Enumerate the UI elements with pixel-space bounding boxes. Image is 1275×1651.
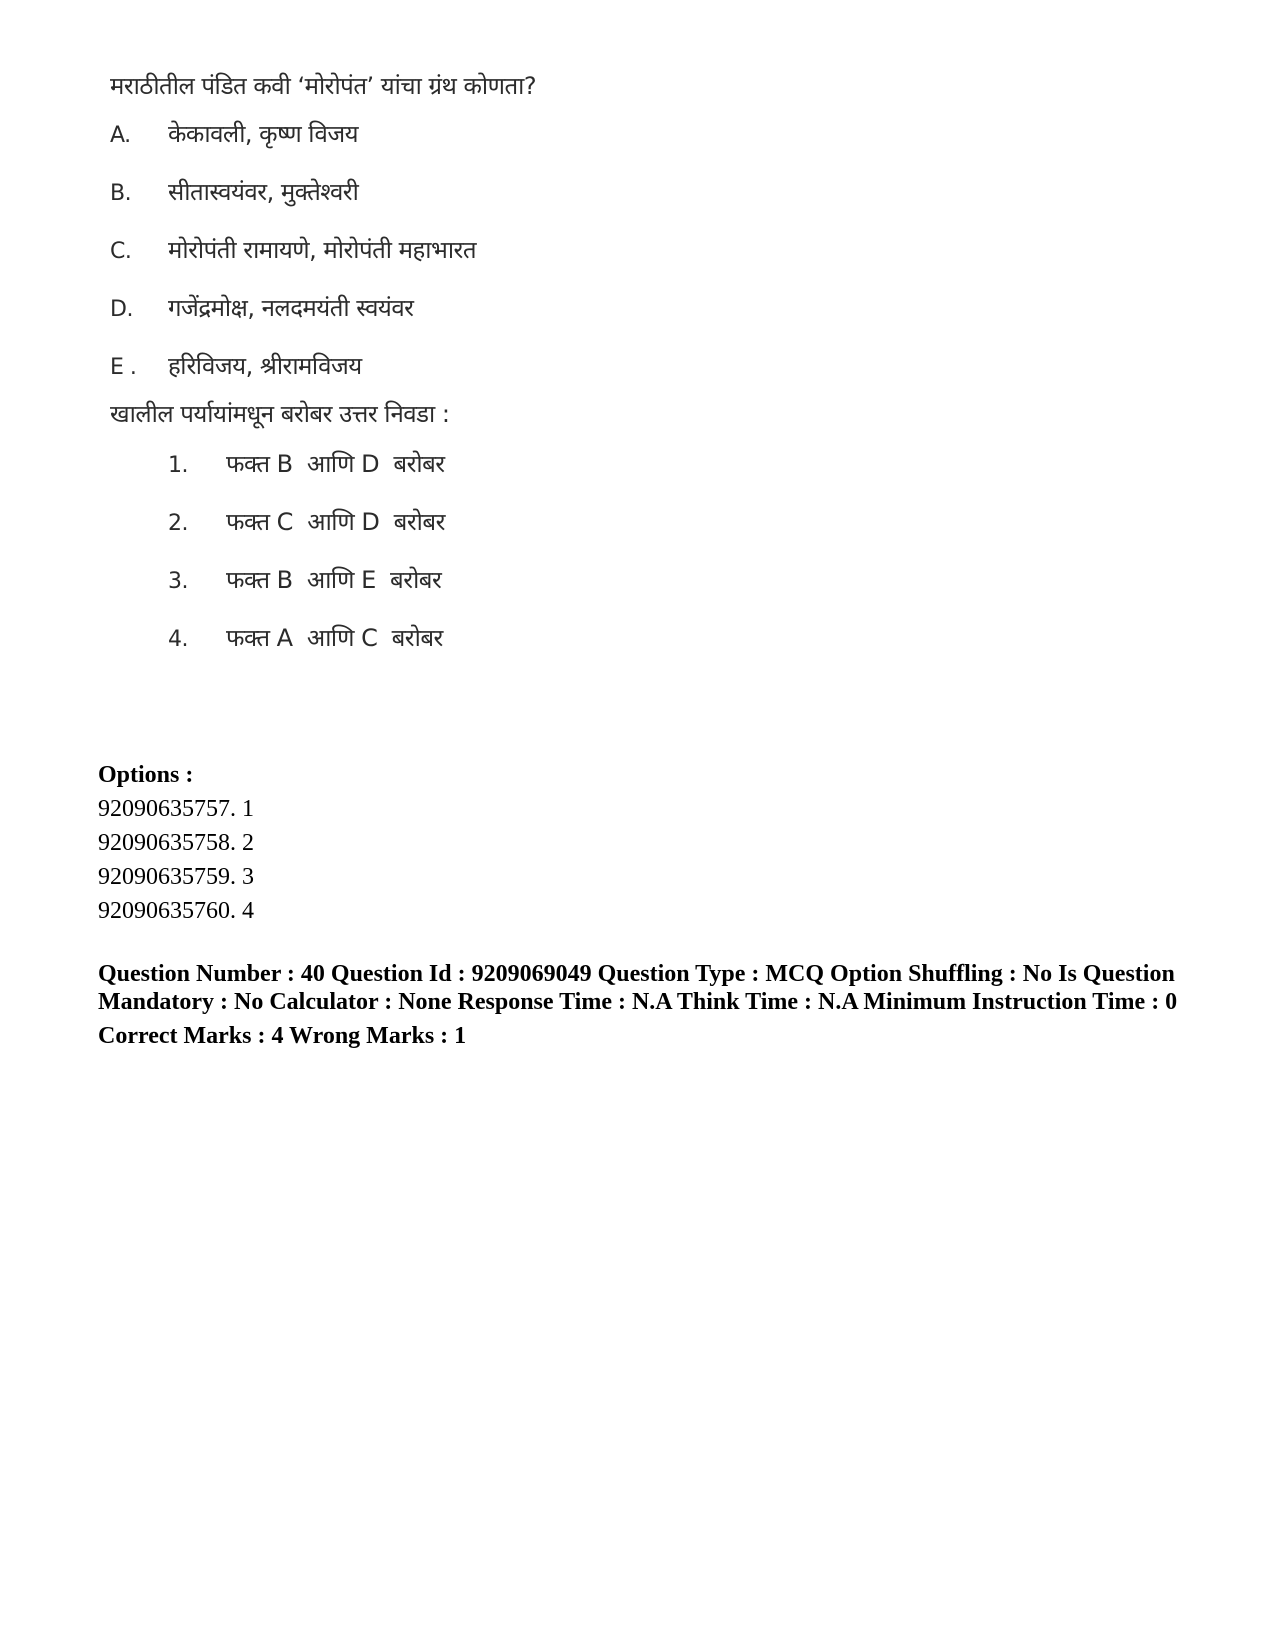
statement-item xyxy=(110,349,670,382)
choice-number: 1. xyxy=(168,452,188,478)
statement-label: D. xyxy=(110,296,133,322)
choice-text: फक्त B आणि D बरोबर xyxy=(226,449,445,478)
statement-label: A. xyxy=(110,122,131,148)
statement-item xyxy=(110,233,670,266)
choice-number: 3. xyxy=(168,568,188,594)
options-heading: Options : xyxy=(98,762,194,788)
statement-label: C. xyxy=(110,238,132,264)
statement-label: E . xyxy=(110,354,137,380)
statement-list xyxy=(110,117,670,382)
question-info xyxy=(98,960,1178,1050)
question-image xyxy=(110,72,670,654)
statement-item xyxy=(110,175,670,208)
statement-text: गजेंद्रमोक्ष, नलदमयंती स्वयंवर xyxy=(168,293,414,322)
statement-text: मोरोपंती रामायणे, मोरोपंती महाभारत xyxy=(168,235,477,264)
statement-item xyxy=(110,117,670,150)
statement-item xyxy=(110,291,670,324)
choice-item xyxy=(168,447,670,480)
choice-text: फक्त C आणि D बरोबर xyxy=(226,507,445,536)
option-line: 92090635759. 3 xyxy=(98,864,254,890)
choice-item xyxy=(168,563,670,596)
statement-label: B. xyxy=(110,180,132,206)
marks-line: Correct Marks : 4 Wrong Marks : 1 xyxy=(98,1023,467,1049)
option-line: 92090635757. 1 xyxy=(98,796,254,822)
option-line: 92090635760. 4 xyxy=(98,898,254,924)
choice-number: 4. xyxy=(168,626,188,652)
question-details: Question Number : 40 Question Id : 9209069049 Question Type : MCQ Option Shuffling : No Is Question Mandatory : No Calculator : None Response Time : N.A Think Time : N.A Minimum Instruction Time : 0 xyxy=(98,961,1178,1015)
statement-text: केकावली, कृष्ण विजय xyxy=(168,119,359,148)
choice-list xyxy=(110,447,670,654)
statement-text: सीतास्वयंवर, मुक्तेश्वरी xyxy=(168,177,359,206)
choice-number: 2. xyxy=(168,510,188,536)
options-block xyxy=(98,758,1178,928)
choice-text: फक्त A आणि C बरोबर xyxy=(226,623,443,652)
instruction-text: खालील पर्यायांमधून बरोबर उत्तर निवडा : xyxy=(110,399,450,428)
statement-text: हरिविजय, श्रीरामविजय xyxy=(168,351,362,380)
question-text: मराठीतील पंडित कवी ‘मोरोपंत’ यांचा ग्रंथ कोणता? xyxy=(110,72,537,100)
option-line: 92090635758. 2 xyxy=(98,830,254,856)
choice-item xyxy=(168,621,670,654)
choice-text: फक्त B आणि E बरोबर xyxy=(226,565,442,594)
choice-item xyxy=(168,505,670,538)
